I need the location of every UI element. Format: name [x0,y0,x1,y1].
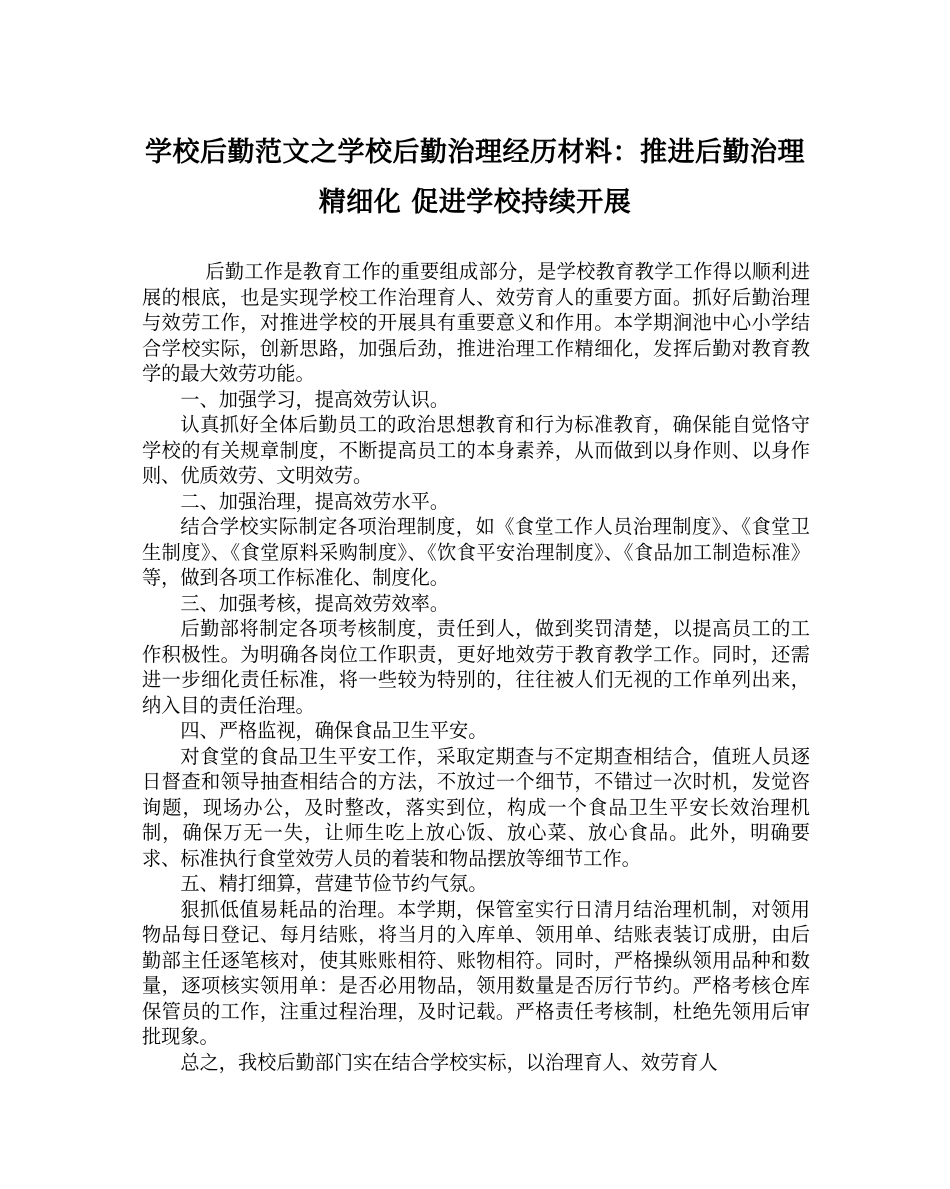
section-heading-5: 五、精打细算，营建节俭节约气氛。 [180,872,488,895]
document-body [142,259,810,1075]
section-paragraph-3: 后勤部将制定各项考核制度，责任到人，做到奖罚清楚，以提高员工的工作积极性。为明确各岗位工作职责，更好地效劳于教育教学工作。同时，还需进一步细化责任标准，将一些较为特别的，往往被人们无视的工作单列出来，纳入目的责任治理。 [142,617,810,717]
section-heading-3: 三、加强考核，提高效劳效率。 [180,591,450,615]
section-paragraph-2: 结合学校实际制定各项治理制度，如《食堂工作人员治理制度》、《食堂卫生制度》、《食堂原料采购制度》、《饮食平安治理制度》、《食品加工制造标准》等，做到各项工作标准化、制度化。 [142,515,810,589]
section-paragraph-4: 对食堂的食品卫生平安工作，采取定期查与不定期查相结合，值班人员逐日督查和领导抽查相结合的方法，不放过一个细节，不错过一次时机，发觉咨询题，现场办公，及时整改，落实到位，构成一个食品卫生平安长效治理机制，确保万无一失，让师生吃上放心饭、放心菜、放心食品。此外，明确要求、标准执行食堂效劳人员的着装和物品摆放等细节工作。 [142,744,810,870]
section-heading-4: 四、严格监视，确保食品卫生平安。 [180,719,488,742]
document-title [135,128,815,228]
intro-paragraph: 后勤工作是教育工作的重要组成部分，是学校教育教学工作得以顺利进展的根底，也是实现学校工作治理育人、效劳育人的重要方面。抓好后勤治理与效劳工作，对推进学校的开展具有重要意义和作用。本学期涧池中心小学结合学校实际，创新思路，加强后劲，推进治理工作精细化，发挥后勤对教育教学的最大效劳功能。 [142,260,810,385]
section-heading-1: 一、加强学习，提高效劳认识。 [180,387,450,411]
section-paragraph-5: 狠抓低值易耗品的治理。本学期，保管室实行日清月结治理机制，对领用物品每日登记、每月结账，将当月的入库单、领用单、结账表装订成册，由后勤部主任逐笔核对，使其账账相符、账物相符。同时，严格操纵领用品种和数量，逐项核实领用单：是否必用物品，领用数量是否厉行节约。严格考核仓库保管员的工作，注重过程治理，及时记载。严格责任考核制，杜绝先领用后审批现象。 [142,897,810,1048]
title-line-2: 精细化 促进学校持续开展 [318,187,632,218]
section-heading-2: 二、加强治理，提高效劳水平。 [180,489,450,513]
section-paragraph-1: 认真抓好全体后勤员工的政治思想教育和行为标准教育，确保能自觉恪守学校的有关规章制度，不断提高员工的本身素养，从而做到以身作则、以身作则、优质效劳、文明效劳。 [142,413,810,487]
title-line-1: 学校后勤范文之学校后勤治理经历材料：推进后勤治理 [145,137,805,168]
closing-paragraph: 总之，我校后勤部门实在结合学校实标，以治理育人、效劳育人 [180,1050,718,1074]
